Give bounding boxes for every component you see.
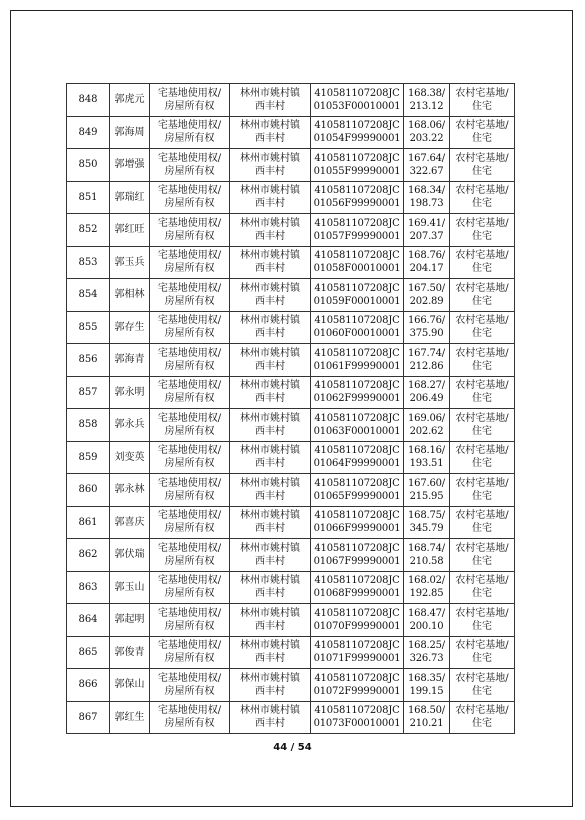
- location-cell: 林州市姚村镇 西丰村: [230, 604, 311, 637]
- right-type-cell: 宅基地使用权/ 房屋所有权: [150, 474, 230, 507]
- unit-code-cell: 410581107208JC 01073F00010001: [311, 701, 404, 734]
- row-number-cell: 851: [67, 181, 110, 214]
- location-cell: 林州市姚村镇 西丰村: [230, 669, 311, 702]
- location-cell: 林州市姚村镇 西丰村: [230, 149, 311, 182]
- area-cell: 168.02/ 192.85: [404, 571, 450, 604]
- area-cell: 168.38/ 213.12: [404, 84, 450, 117]
- table-row: [67, 116, 515, 149]
- table-row: [67, 669, 515, 702]
- owner-name-cell: 刘变英: [110, 441, 150, 474]
- location-cell: 林州市姚村镇 西丰村: [230, 409, 311, 442]
- area-cell: 167.64/ 322.67: [404, 149, 450, 182]
- unit-code-cell: 410581107208JC 01067F99990001: [311, 539, 404, 572]
- area-cell: 168.16/ 193.51: [404, 441, 450, 474]
- location-cell: 林州市姚村镇 西丰村: [230, 246, 311, 279]
- unit-code-cell: 410581107208JC 01059F00010001: [311, 279, 404, 312]
- table-row: [67, 344, 515, 377]
- owner-name-cell: 郭增强: [110, 149, 150, 182]
- owner-name-cell: 郭海青: [110, 344, 150, 377]
- row-number-cell: 858: [67, 409, 110, 442]
- location-cell: 林州市姚村镇 西丰村: [230, 539, 311, 572]
- right-type-cell: 宅基地使用权/ 房屋所有权: [150, 636, 230, 669]
- area-cell: 167.60/ 215.95: [404, 474, 450, 507]
- table-row: [67, 539, 515, 572]
- right-type-cell: 宅基地使用权/ 房屋所有权: [150, 409, 230, 442]
- row-number-cell: 859: [67, 441, 110, 474]
- land-use-cell: 农村宅基地/ 住宅: [450, 214, 515, 247]
- unit-code-cell: 410581107208JC 01063F00010001: [311, 409, 404, 442]
- area-cell: 168.35/ 199.15: [404, 669, 450, 702]
- land-use-cell: 农村宅基地/ 住宅: [450, 344, 515, 377]
- table-row: [67, 701, 515, 734]
- location-cell: 林州市姚村镇 西丰村: [230, 344, 311, 377]
- land-use-cell: 农村宅基地/ 住宅: [450, 539, 515, 572]
- unit-code-cell: 410581107208JC 01055F99990001: [311, 149, 404, 182]
- unit-code-cell: 410581107208JC 01061F99990001: [311, 344, 404, 377]
- area-cell: 168.75/ 345.79: [404, 506, 450, 539]
- unit-code-cell: 410581107208JC 01053F00010001: [311, 84, 404, 117]
- owner-name-cell: 郭永林: [110, 474, 150, 507]
- right-type-cell: 宅基地使用权/ 房屋所有权: [150, 214, 230, 247]
- unit-code-cell: 410581107208JC 01056F99990001: [311, 181, 404, 214]
- unit-code-cell: 410581107208JC 01057F99990001: [311, 214, 404, 247]
- land-use-cell: 农村宅基地/ 住宅: [450, 636, 515, 669]
- right-type-cell: 宅基地使用权/ 房屋所有权: [150, 539, 230, 572]
- table-row: [67, 376, 515, 409]
- row-number-cell: 866: [67, 669, 110, 702]
- right-type-cell: 宅基地使用权/ 房屋所有权: [150, 116, 230, 149]
- area-cell: 168.34/ 198.73: [404, 181, 450, 214]
- area-cell: 168.76/ 204.17: [404, 246, 450, 279]
- row-number-cell: 862: [67, 539, 110, 572]
- land-use-cell: 农村宅基地/ 住宅: [450, 441, 515, 474]
- owner-name-cell: 郭玉兵: [110, 246, 150, 279]
- area-cell: 168.27/ 206.49: [404, 376, 450, 409]
- land-use-cell: 农村宅基地/ 住宅: [450, 181, 515, 214]
- area-cell: 167.50/ 202.89: [404, 279, 450, 312]
- row-number-cell: 853: [67, 246, 110, 279]
- owner-name-cell: 郭海周: [110, 116, 150, 149]
- right-type-cell: 宅基地使用权/ 房屋所有权: [150, 669, 230, 702]
- area-cell: 169.06/ 202.62: [404, 409, 450, 442]
- row-number-cell: 854: [67, 279, 110, 312]
- location-cell: 林州市姚村镇 西丰村: [230, 279, 311, 312]
- unit-code-cell: 410581107208JC 01068F99990001: [311, 571, 404, 604]
- land-use-cell: 农村宅基地/ 住宅: [450, 571, 515, 604]
- area-cell: 168.25/ 326.73: [404, 636, 450, 669]
- property-rights-table: [66, 83, 515, 734]
- land-use-cell: 农村宅基地/ 住宅: [450, 311, 515, 344]
- table-row: [67, 636, 515, 669]
- unit-code-cell: 410581107208JC 01070F99990001: [311, 604, 404, 637]
- location-cell: 林州市姚村镇 西丰村: [230, 84, 311, 117]
- unit-code-cell: 410581107208JC 01062F99990001: [311, 376, 404, 409]
- unit-code-cell: 410581107208JC 01060F00010001: [311, 311, 404, 344]
- location-cell: 林州市姚村镇 西丰村: [230, 441, 311, 474]
- unit-code-cell: 410581107208JC 01072F99990001: [311, 669, 404, 702]
- owner-name-cell: 郭瑞红: [110, 181, 150, 214]
- area-cell: 168.06/ 203.22: [404, 116, 450, 149]
- area-cell: 168.50/ 210.21: [404, 701, 450, 734]
- land-use-cell: 农村宅基地/ 住宅: [450, 669, 515, 702]
- table-body: [67, 84, 515, 734]
- right-type-cell: 宅基地使用权/ 房屋所有权: [150, 311, 230, 344]
- table-row: [67, 149, 515, 182]
- right-type-cell: 宅基地使用权/ 房屋所有权: [150, 181, 230, 214]
- unit-code-cell: 410581107208JC 01071F99990001: [311, 636, 404, 669]
- unit-code-cell: 410581107208JC 01054F99990001: [311, 116, 404, 149]
- row-number-cell: 860: [67, 474, 110, 507]
- unit-code-cell: 410581107208JC 01064F99990001: [311, 441, 404, 474]
- row-number-cell: 849: [67, 116, 110, 149]
- page-number: 44 / 54: [273, 742, 312, 753]
- table-row: [67, 474, 515, 507]
- row-number-cell: 852: [67, 214, 110, 247]
- owner-name-cell: 郭俊青: [110, 636, 150, 669]
- right-type-cell: 宅基地使用权/ 房屋所有权: [150, 279, 230, 312]
- table-row: [67, 181, 515, 214]
- location-cell: 林州市姚村镇 西丰村: [230, 701, 311, 734]
- land-use-cell: 农村宅基地/ 住宅: [450, 149, 515, 182]
- location-cell: 林州市姚村镇 西丰村: [230, 376, 311, 409]
- location-cell: 林州市姚村镇 西丰村: [230, 506, 311, 539]
- location-cell: 林州市姚村镇 西丰村: [230, 181, 311, 214]
- land-use-cell: 农村宅基地/ 住宅: [450, 474, 515, 507]
- owner-name-cell: 郭喜庆: [110, 506, 150, 539]
- location-cell: 林州市姚村镇 西丰村: [230, 311, 311, 344]
- row-number-cell: 861: [67, 506, 110, 539]
- right-type-cell: 宅基地使用权/ 房屋所有权: [150, 571, 230, 604]
- right-type-cell: 宅基地使用权/ 房屋所有权: [150, 506, 230, 539]
- table-row: [67, 84, 515, 117]
- right-type-cell: 宅基地使用权/ 房屋所有权: [150, 246, 230, 279]
- owner-name-cell: 郭红生: [110, 701, 150, 734]
- table-row: [67, 604, 515, 637]
- owner-name-cell: 郭永明: [110, 376, 150, 409]
- owner-name-cell: 郭相林: [110, 279, 150, 312]
- land-use-cell: 农村宅基地/ 住宅: [450, 376, 515, 409]
- right-type-cell: 宅基地使用权/ 房屋所有权: [150, 84, 230, 117]
- owner-name-cell: 郭永兵: [110, 409, 150, 442]
- row-number-cell: 857: [67, 376, 110, 409]
- right-type-cell: 宅基地使用权/ 房屋所有权: [150, 441, 230, 474]
- owner-name-cell: 郭起明: [110, 604, 150, 637]
- location-cell: 林州市姚村镇 西丰村: [230, 474, 311, 507]
- land-use-cell: 农村宅基地/ 住宅: [450, 604, 515, 637]
- table-row: [67, 246, 515, 279]
- right-type-cell: 宅基地使用权/ 房屋所有权: [150, 604, 230, 637]
- land-use-cell: 农村宅基地/ 住宅: [450, 701, 515, 734]
- table-row: [67, 571, 515, 604]
- area-cell: 168.47/ 200.10: [404, 604, 450, 637]
- unit-code-cell: 410581107208JC 01066F99990001: [311, 506, 404, 539]
- area-cell: 169.41/ 207.37: [404, 214, 450, 247]
- land-use-cell: 农村宅基地/ 住宅: [450, 506, 515, 539]
- land-use-cell: 农村宅基地/ 住宅: [450, 84, 515, 117]
- table-row: [67, 409, 515, 442]
- owner-name-cell: 郭保山: [110, 669, 150, 702]
- location-cell: 林州市姚村镇 西丰村: [230, 636, 311, 669]
- owner-name-cell: 郭虎元: [110, 84, 150, 117]
- area-cell: 167.74/ 212.86: [404, 344, 450, 377]
- row-number-cell: 856: [67, 344, 110, 377]
- row-number-cell: 848: [67, 84, 110, 117]
- table-row: [67, 279, 515, 312]
- land-use-cell: 农村宅基地/ 住宅: [450, 116, 515, 149]
- owner-name-cell: 郭伏瑞: [110, 539, 150, 572]
- row-number-cell: 864: [67, 604, 110, 637]
- right-type-cell: 宅基地使用权/ 房屋所有权: [150, 376, 230, 409]
- area-cell: 168.74/ 210.58: [404, 539, 450, 572]
- row-number-cell: 863: [67, 571, 110, 604]
- right-type-cell: 宅基地使用权/ 房屋所有权: [150, 344, 230, 377]
- location-cell: 林州市姚村镇 西丰村: [230, 571, 311, 604]
- land-use-cell: 农村宅基地/ 住宅: [450, 246, 515, 279]
- right-type-cell: 宅基地使用权/ 房屋所有权: [150, 701, 230, 734]
- row-number-cell: 865: [67, 636, 110, 669]
- unit-code-cell: 410581107208JC 01058F00010001: [311, 246, 404, 279]
- table-row: [67, 214, 515, 247]
- row-number-cell: 855: [67, 311, 110, 344]
- location-cell: 林州市姚村镇 西丰村: [230, 116, 311, 149]
- row-number-cell: 867: [67, 701, 110, 734]
- right-type-cell: 宅基地使用权/ 房屋所有权: [150, 149, 230, 182]
- owner-name-cell: 郭玉山: [110, 571, 150, 604]
- table-row: [67, 311, 515, 344]
- land-use-cell: 农村宅基地/ 住宅: [450, 279, 515, 312]
- location-cell: 林州市姚村镇 西丰村: [230, 214, 311, 247]
- owner-name-cell: 郭红旺: [110, 214, 150, 247]
- owner-name-cell: 郭存生: [110, 311, 150, 344]
- unit-code-cell: 410581107208JC 01065F99990001: [311, 474, 404, 507]
- table-row: [67, 441, 515, 474]
- land-use-cell: 农村宅基地/ 住宅: [450, 409, 515, 442]
- area-cell: 166.76/ 375.90: [404, 311, 450, 344]
- table-row: [67, 506, 515, 539]
- row-number-cell: 850: [67, 149, 110, 182]
